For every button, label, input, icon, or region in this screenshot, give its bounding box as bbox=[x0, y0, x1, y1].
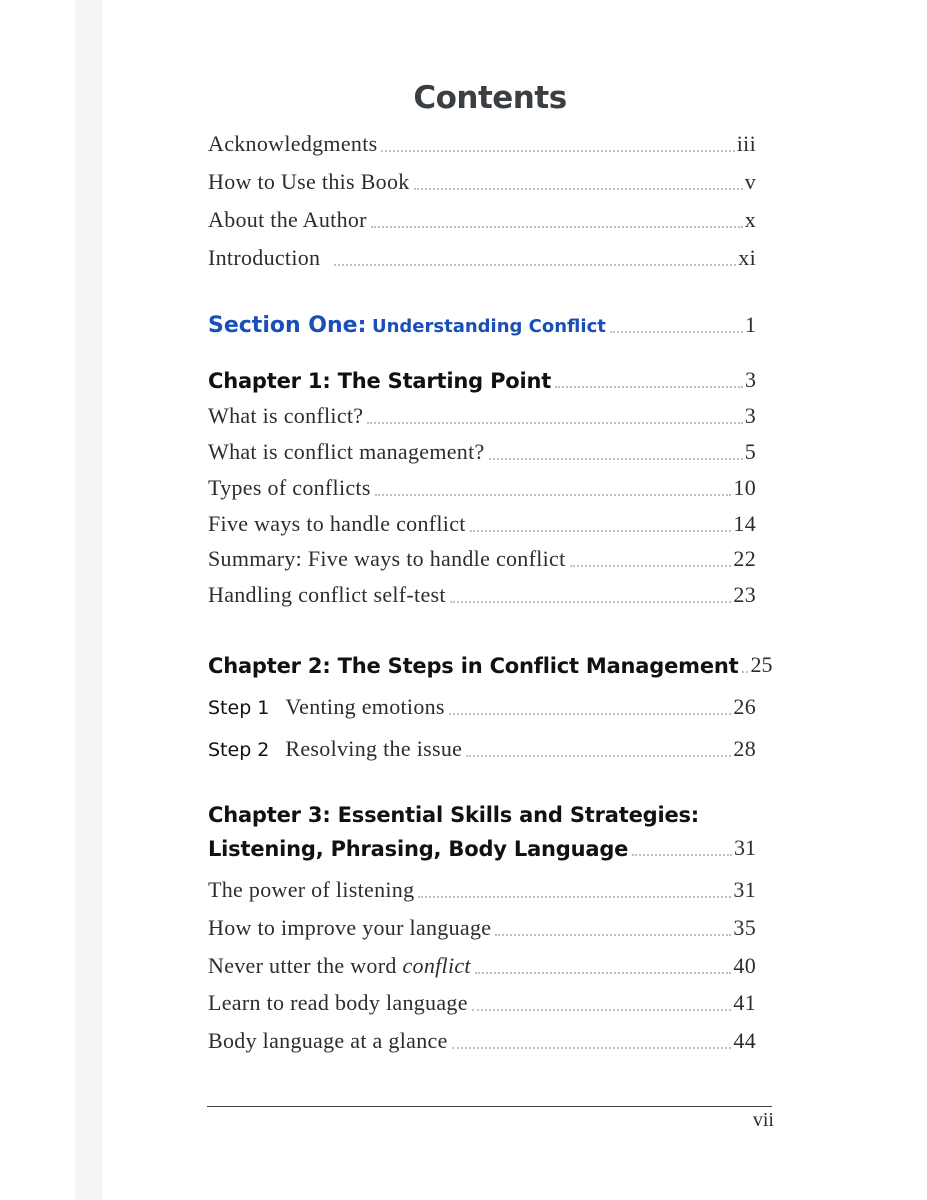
toc-entry-page: v bbox=[744, 169, 756, 194]
toc-entry-conflict-management[interactable] bbox=[208, 435, 756, 465]
dot-leader bbox=[495, 934, 731, 936]
toc-entry-page: iii bbox=[736, 131, 756, 156]
toc-entry-label: Acknowledgments bbox=[208, 131, 378, 156]
toc-entry-page: 3 bbox=[744, 403, 756, 428]
toc-chapter-3[interactable] bbox=[208, 831, 756, 861]
chapter-title: Chapter 1: The Starting Point bbox=[208, 369, 552, 393]
section-heading bbox=[208, 313, 606, 338]
toc-entry-label: Body language at a glance bbox=[208, 1028, 448, 1053]
dot-leader bbox=[449, 713, 732, 715]
toc-entry-label-italic: conflict bbox=[402, 953, 471, 978]
dot-leader bbox=[489, 458, 743, 460]
dot-leader bbox=[367, 422, 742, 424]
toc-entry-summary-five-ways[interactable] bbox=[208, 542, 756, 572]
dot-leader bbox=[450, 601, 732, 603]
toc-entry-acknowledgments[interactable] bbox=[208, 127, 756, 157]
toc-entry-improve-language[interactable] bbox=[208, 911, 756, 941]
dot-leader bbox=[632, 854, 732, 856]
toc-entry-types-of-conflicts[interactable] bbox=[208, 471, 756, 501]
dot-leader bbox=[452, 1047, 732, 1049]
toc-entry-page: 31 bbox=[733, 877, 756, 902]
toc-entry-label: Learn to read body language bbox=[208, 990, 468, 1015]
toc-entry-label: The power of listening bbox=[208, 877, 415, 902]
toc-entry-page: x bbox=[744, 207, 756, 232]
page-number: vii bbox=[752, 1109, 774, 1131]
step-number: Step 2 bbox=[208, 739, 270, 761]
toc-entry-label: What is conflict? bbox=[208, 403, 364, 428]
step-number: Step 1 bbox=[208, 697, 270, 719]
footer-rule bbox=[207, 1106, 772, 1107]
toc-entry-page: 40 bbox=[733, 953, 756, 978]
section-number: Section One: bbox=[208, 313, 367, 338]
toc-entry-five-ways[interactable] bbox=[208, 507, 756, 537]
toc-entry-introduction[interactable] bbox=[208, 241, 756, 271]
toc-entry-self-test[interactable] bbox=[208, 578, 756, 608]
toc-entry-read-body-language[interactable] bbox=[208, 986, 756, 1016]
dot-leader bbox=[610, 331, 743, 333]
toc-entry-label: Handling conflict self-test bbox=[208, 582, 446, 607]
dot-leader bbox=[414, 188, 743, 190]
toc-entry-page: 14 bbox=[733, 511, 756, 536]
dot-leader bbox=[375, 494, 732, 496]
toc-step-2[interactable] bbox=[208, 732, 756, 762]
toc-entry-what-is-conflict[interactable] bbox=[208, 399, 756, 429]
chapter-title: Listening, Phrasing, Body Language bbox=[208, 837, 629, 861]
toc-entry-label: How to Use this Book bbox=[208, 169, 410, 194]
toc-entry-page: 26 bbox=[733, 694, 756, 719]
step-title: Venting emotions bbox=[285, 694, 445, 719]
toc-step-1[interactable] bbox=[208, 690, 756, 720]
toc-chapter-2[interactable] bbox=[208, 648, 773, 678]
section-title: Understanding Conflict bbox=[371, 316, 606, 337]
toc-entry-page: 22 bbox=[733, 546, 756, 571]
toc-entry-page: 44 bbox=[733, 1028, 756, 1053]
toc-entry-label bbox=[208, 953, 471, 979]
toc-entry-label: What is conflict management? bbox=[208, 439, 485, 464]
toc-entry-page: 25 bbox=[750, 652, 773, 677]
toc-entry-page: 3 bbox=[745, 367, 756, 392]
toc-entry-page: 28 bbox=[733, 736, 756, 761]
toc-section-one[interactable] bbox=[208, 308, 756, 338]
dot-leader bbox=[381, 150, 734, 152]
toc-entry-page: 23 bbox=[733, 582, 756, 607]
toc-entry-power-of-listening[interactable] bbox=[208, 873, 756, 903]
toc-entry-how-to-use[interactable] bbox=[208, 165, 756, 195]
dot-leader bbox=[570, 565, 732, 567]
toc-entry-page: 35 bbox=[733, 915, 756, 940]
toc-entry-label: Introduction bbox=[208, 245, 321, 270]
toc-entry-label: Summary: Five ways to handle conflict bbox=[208, 546, 566, 571]
toc-entry-page: 41 bbox=[733, 990, 756, 1015]
toc-entry-label: Types of conflicts bbox=[208, 475, 371, 500]
step-label bbox=[208, 736, 462, 762]
toc-entry-page: 1 bbox=[745, 312, 756, 337]
chapter-title: Chapter 2: The Steps in Conflict Management bbox=[208, 654, 739, 678]
toc-entry-never-utter[interactable] bbox=[208, 949, 756, 979]
toc-entry-page: 10 bbox=[733, 475, 756, 500]
page-title: Contents bbox=[413, 80, 567, 116]
dot-leader bbox=[418, 896, 731, 898]
dot-leader bbox=[334, 264, 736, 266]
toc-entry-body-language-glance[interactable] bbox=[208, 1024, 756, 1054]
toc-entry-label: Five ways to handle conflict bbox=[208, 511, 466, 536]
dot-leader bbox=[555, 386, 743, 388]
toc-entry-page: xi bbox=[738, 245, 756, 270]
page-gutter-shadow bbox=[75, 0, 102, 1200]
toc-entry-label: How to improve your language bbox=[208, 915, 492, 940]
dot-leader bbox=[371, 226, 743, 228]
toc-entry-about-author[interactable] bbox=[208, 203, 756, 233]
dot-leader bbox=[466, 755, 731, 757]
toc-chapter-1[interactable] bbox=[208, 363, 756, 393]
dot-leader bbox=[472, 1009, 732, 1011]
toc-entry-label-text: Never utter the word bbox=[208, 953, 403, 978]
dot-leader bbox=[742, 671, 748, 673]
dot-leader bbox=[475, 972, 732, 974]
toc-entry-page: 31 bbox=[734, 835, 756, 860]
step-title: Resolving the issue bbox=[285, 736, 463, 761]
toc-entry-label: About the Author bbox=[208, 207, 367, 232]
chapter-3-title-line-1[interactable]: Chapter 3: Essential Skills and Strategies: bbox=[208, 803, 699, 827]
toc-entry-page: 5 bbox=[744, 439, 756, 464]
page-margin bbox=[0, 0, 75, 1200]
dot-leader bbox=[470, 530, 732, 532]
step-label bbox=[208, 694, 445, 720]
